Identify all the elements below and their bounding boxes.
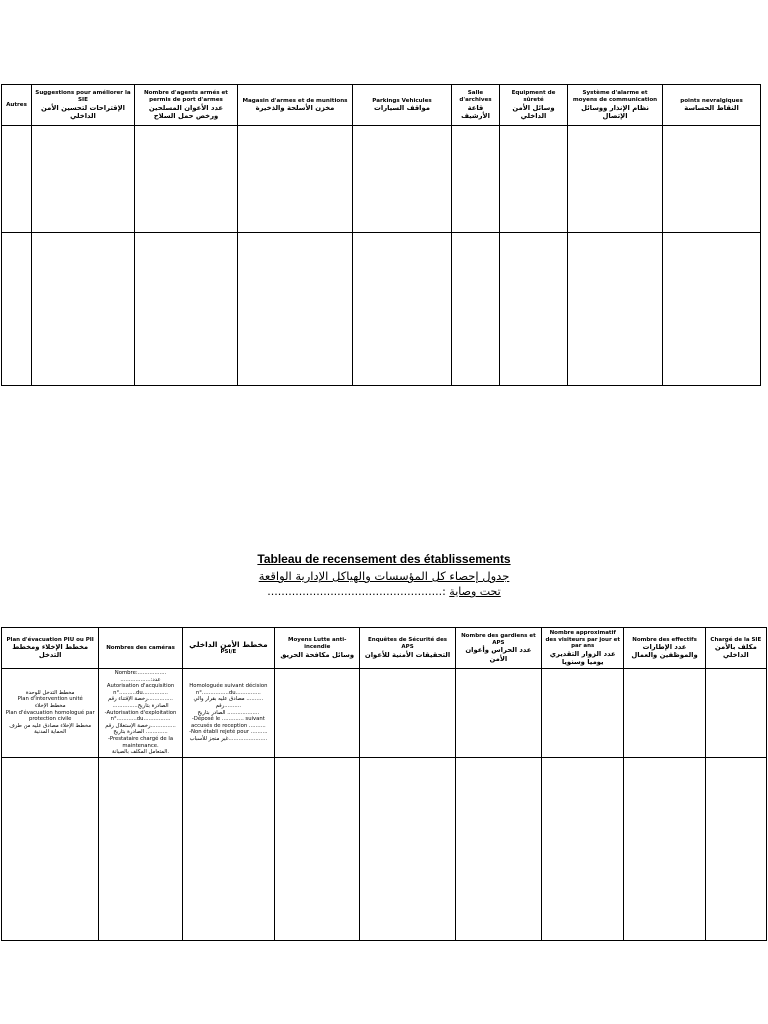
table-cell[interactable] bbox=[2, 126, 32, 233]
plan-line: مخطط الإخلاء bbox=[34, 703, 66, 710]
camera-line: -Autorisation d'exploitation bbox=[104, 709, 177, 716]
table-cell[interactable] bbox=[455, 669, 541, 758]
tutelle-dots: :.................................................. bbox=[267, 585, 450, 598]
cameras-cell[interactable] bbox=[99, 669, 182, 758]
header-psi: مخطط الأمن الداخلي PSI/E bbox=[182, 628, 274, 669]
table-cell[interactable] bbox=[238, 233, 353, 386]
header-staff-count: Nombre des effectifs عدد الإطارات والموظفين والعمال bbox=[624, 628, 705, 669]
camera-line: الصادرة بتاريخ ............. bbox=[113, 729, 168, 736]
header-weapons-store: Magasin d'armes et de munitions مخزن الأسلحة والذخيرة bbox=[238, 85, 353, 126]
header-sie-officer: Chargé de la SIE مكلف بالأمن الداخلي bbox=[705, 628, 766, 669]
plan-line: Plan d'évacuation homologué par protection civile bbox=[5, 709, 95, 723]
header-visitors: Nombre approximatif des visiteurs par jour et par ans عدد الزوار التقديري يوميا وسنويا bbox=[542, 628, 624, 669]
psi-line: -Non établi rejeté pour .......... bbox=[189, 729, 268, 736]
title-arabic-tutelle bbox=[0, 585, 768, 598]
table-cell[interactable] bbox=[500, 233, 568, 386]
header-sensitive-points: points nevralgiques النقاط الحساسة bbox=[663, 85, 761, 126]
table-cell[interactable] bbox=[2, 233, 32, 386]
psi-line: Homologuée suivant décision bbox=[189, 683, 268, 690]
table-row bbox=[2, 126, 761, 233]
header-archives: Salle d'archives قاعة الأرشيف bbox=[452, 85, 500, 126]
table-cell[interactable] bbox=[705, 757, 766, 940]
table-row bbox=[2, 669, 767, 758]
header-suggestions: Suggestions pour améliorer la SIE الإقتراحات لتحسين الأمن الداخلي bbox=[32, 85, 135, 126]
table-cell[interactable] bbox=[500, 126, 568, 233]
table-cell[interactable] bbox=[542, 757, 624, 940]
table-cell[interactable] bbox=[360, 757, 455, 940]
table-cell[interactable] bbox=[455, 757, 541, 940]
header-safety-equipment: Equipment de sûreté وسائل الأمن الداخلي bbox=[500, 85, 568, 126]
camera-line: رخصة الإقتناء رقم............... bbox=[108, 696, 173, 703]
header-fire-fighting: Moyens Lutte anti-incendie وسائل مكافحة الحريق bbox=[275, 628, 360, 669]
table-cell[interactable] bbox=[32, 126, 135, 233]
camera-line: رخصة الإستغلال رقم............... bbox=[105, 722, 176, 729]
table-cell[interactable] bbox=[182, 757, 274, 940]
table-cell[interactable] bbox=[568, 126, 663, 233]
psi-line: -Déposé le ............. suivant bbox=[191, 716, 265, 723]
psi-line: الصادر بتاريخ ................... bbox=[197, 709, 260, 716]
camera-line: n°..........du............... bbox=[113, 689, 168, 696]
header-autres: Autres bbox=[2, 85, 32, 126]
table-cell[interactable] bbox=[238, 126, 353, 233]
header-armed-agents: Nombre d'agents armés et permis de port d'armes عدد الأعوان المسلحين ورخص حمل السلاح bbox=[135, 85, 238, 126]
plan-line: Plan d'intervention unité bbox=[17, 696, 83, 703]
top-table-header-row bbox=[2, 85, 761, 126]
table-cell[interactable] bbox=[135, 126, 238, 233]
table-cell[interactable] bbox=[275, 757, 360, 940]
table-cell[interactable] bbox=[624, 669, 705, 758]
bottom-table bbox=[1, 627, 767, 941]
camera-line: ..................:عدد bbox=[120, 676, 161, 683]
header-evacuation-plan: Plan d'évacuation PIU ou PII مخطط الإخلاء ومخطط التدخل bbox=[2, 628, 99, 669]
header-parkings: Parkings Vehicules مواقف السيارات bbox=[353, 85, 452, 126]
header-cameras: Nombres des caméras bbox=[99, 628, 182, 669]
tutelle-label: تحت وصاية bbox=[449, 585, 501, 598]
psi-line: مصادق عليه بقرار والي .......... bbox=[193, 696, 264, 703]
psi-line: n°................du............... bbox=[195, 689, 261, 696]
table-cell[interactable] bbox=[452, 126, 500, 233]
document-title bbox=[0, 552, 768, 598]
table-cell[interactable] bbox=[353, 126, 452, 233]
header-guards: Nombre des gardiens et APS عدد الحراس وأعوان الأمن bbox=[455, 628, 541, 669]
table-cell[interactable] bbox=[275, 669, 360, 758]
camera-line: n°............du................ bbox=[110, 716, 171, 723]
header-alarm-system: Système d'alarme et moyens de communication نظام الإنذار ووسائل الإتصال bbox=[568, 85, 663, 126]
evacuation-plan-cell[interactable] bbox=[2, 669, 99, 758]
table-cell[interactable] bbox=[705, 669, 766, 758]
plan-line: مخطط التدخل للوحدة bbox=[25, 689, 75, 696]
camera-line: -Prestataire chargé de la maintenance. bbox=[107, 736, 174, 749]
table-cell[interactable] bbox=[663, 233, 761, 386]
psi-cell[interactable] bbox=[182, 669, 274, 758]
camera-line: المتعامل المكلف بالصيانة. bbox=[112, 749, 169, 756]
camera-line: Nombre:................. bbox=[114, 670, 167, 676]
table-cell[interactable] bbox=[99, 757, 182, 940]
title-arabic: جدول إحصاء كل المؤسسات والهياكل الإدارية الواقعة bbox=[258, 569, 510, 583]
table-cell[interactable] bbox=[353, 233, 452, 386]
bottom-table-header-row bbox=[2, 628, 767, 669]
title-french: Tableau de recensement des établissements bbox=[257, 552, 511, 566]
table-row bbox=[2, 233, 761, 386]
table-cell[interactable] bbox=[624, 757, 705, 940]
plan-line: مخطط الإخلاء مصادق عليه من طرف الحماية المدنية bbox=[9, 722, 92, 736]
table-cell[interactable] bbox=[663, 126, 761, 233]
psi-line: accusés de reception .......... bbox=[191, 722, 266, 729]
table-row bbox=[2, 757, 767, 940]
camera-line: Autorisation d'acquisition bbox=[106, 683, 175, 690]
psi-line: غير منجز للأسباب....................... bbox=[189, 736, 268, 743]
table-cell[interactable] bbox=[452, 233, 500, 386]
table-cell[interactable] bbox=[568, 233, 663, 386]
table-cell[interactable] bbox=[2, 757, 99, 940]
camera-line: ...............الصادرة بتاريخ bbox=[112, 703, 169, 710]
table-cell[interactable] bbox=[542, 669, 624, 758]
psi-line: رقم.......... bbox=[215, 703, 242, 710]
table-cell[interactable] bbox=[32, 233, 135, 386]
table-cell[interactable] bbox=[360, 669, 455, 758]
table-cell[interactable] bbox=[135, 233, 238, 386]
top-table bbox=[1, 84, 761, 386]
header-security-enquiries: Enquêtes de Sécurité des APS التحقيقات الأمنية للأعوان bbox=[360, 628, 455, 669]
